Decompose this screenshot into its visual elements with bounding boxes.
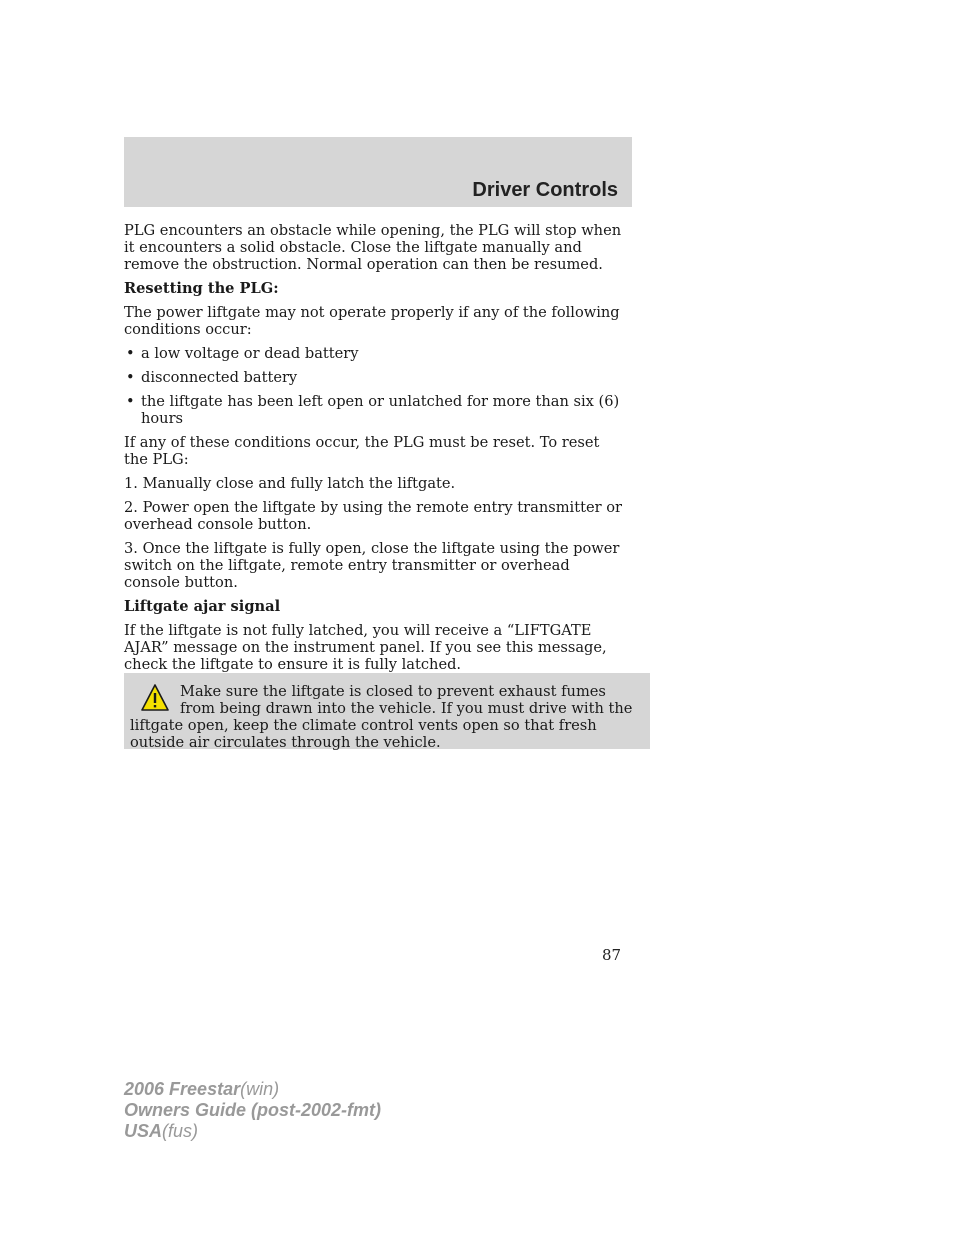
paragraph-ajar: If the liftgate is not fully latched, you will receive a “LIFTGATE AJAR” message on the instrument panel. If you see this message, check the liftgate to ensure it is fully latched. [124,622,607,673]
heading-resetting-plg: Resetting the PLG: [124,280,279,297]
document-footer [124,1079,381,1142]
heading-liftgate-ajar: Liftgate ajar signal [124,598,281,615]
bullet-text: disconnected battery [141,369,298,386]
footer-line-2: Owners Guide (post-2002-fmt) [124,1100,382,1120]
list-item [124,393,624,427]
list-item [124,369,624,386]
footer-line-3: USA(fus) [124,1121,199,1141]
step-2: 2. Power open the liftgate by using the remote entry transmitter or overhead console button. [124,499,622,533]
footer-line-1: 2006 Freestar(win) [124,1079,280,1099]
paragraph-reset-intro: The power liftgate may not operate properly if any of the following conditions occur: [124,304,620,338]
section-title: Driver Controls [472,179,618,201]
page-content [124,222,624,680]
warning-text: Make sure the liftgate is closed to prevent exhaust fumes from being drawn into the vehicle. If you must drive with the liftgate open, keep the climate control vents open so that fresh outside air circulates through the vehicle. [130,683,633,751]
step-1: 1. Manually close and fully latch the liftgate. [124,475,456,492]
list-item [124,345,624,362]
bullet-icon: • [126,393,135,410]
bullet-text: a low voltage or dead battery [141,345,359,362]
warning-triangle-icon [140,683,170,713]
step-3: 3. Once the liftgate is fully open, close the liftgate using the power switch on the liftgate, remote entry transmitter or overhead console button. [124,540,620,591]
bullet-icon: • [126,345,135,362]
paragraph-obstacle: PLG encounters an obstacle while opening, the PLG will stop when it encounters a solid obstacle. Close the liftgate manually and remove the obstruction. Normal operation can then be resumed. [124,222,622,273]
paragraph-reset-note: If any of these conditions occur, the PLG must be reset. To reset the PLG: [124,434,600,468]
bullet-text: the liftgate has been left open or unlatched for more than six (6) hours [141,393,620,427]
section-header-band [124,137,632,207]
page-number: 87 [602,946,622,964]
bullet-icon: • [126,369,135,386]
warning-box [124,673,650,749]
